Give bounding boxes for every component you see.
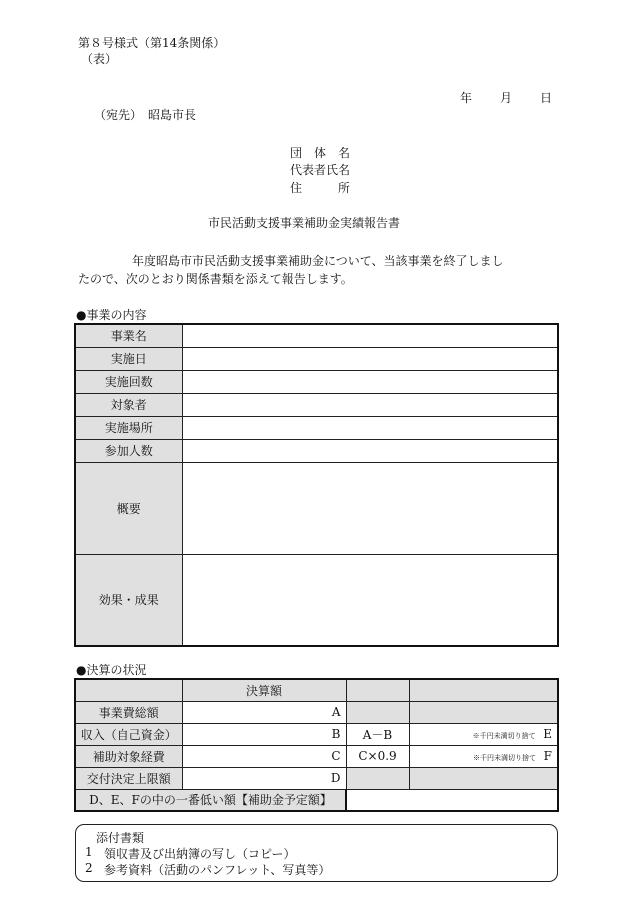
project-name-field[interactable] bbox=[182, 324, 558, 347]
settlement-header-blank bbox=[75, 679, 182, 701]
target-audience-field[interactable] bbox=[182, 393, 558, 416]
rounding-note-f: ※千円未満切り捨て bbox=[473, 754, 537, 762]
settlement-header-blank-2 bbox=[346, 679, 409, 701]
eligible-cost-label: 補助対象経費 bbox=[75, 745, 182, 767]
project-name-label: 事業名 bbox=[75, 324, 182, 347]
letter-d: D bbox=[330, 771, 341, 785]
total-cost-field[interactable] bbox=[182, 701, 346, 723]
date-year: 年 bbox=[460, 91, 473, 105]
attachment-2-number: 2 bbox=[85, 861, 93, 875]
participants-field[interactable] bbox=[182, 439, 558, 462]
venue-field[interactable] bbox=[182, 416, 558, 439]
grant-limit-label: 交付決定上限額 bbox=[75, 767, 182, 789]
representative-label: 代表者氏名 bbox=[290, 163, 351, 177]
lowest-amount-field[interactable] bbox=[346, 789, 558, 811]
project-table bbox=[74, 323, 559, 647]
summary-label: 概要 bbox=[75, 462, 182, 554]
result-e-field[interactable] bbox=[409, 723, 558, 745]
attachment-1-number: 1 bbox=[85, 845, 93, 859]
group-name-label: 団 体 名 bbox=[290, 146, 351, 160]
date-month: 月 bbox=[500, 91, 513, 105]
date-day: 日 bbox=[540, 91, 553, 105]
body-line-2: たので、次のとおり関係書類を添えて報告します。 bbox=[78, 272, 353, 286]
grant-limit-field[interactable] bbox=[182, 767, 346, 789]
effect-label: 効果・成果 bbox=[75, 554, 182, 646]
settlement-amount-header: 決算額 bbox=[182, 679, 346, 701]
letter-a: A bbox=[331, 705, 341, 719]
venue-label: 実施場所 bbox=[75, 416, 182, 439]
summary-field[interactable] bbox=[182, 462, 558, 554]
formula-c-times: C×0.9 bbox=[346, 745, 409, 767]
effect-field[interactable] bbox=[182, 554, 558, 646]
attachment-1-text: 領収書及び出納簿の写し（コピー） bbox=[104, 847, 296, 861]
letter-e: E bbox=[543, 727, 552, 741]
attachment-2-text: 参考資料（活動のパンフレット、写真等） bbox=[104, 863, 331, 877]
result-f-field[interactable] bbox=[409, 745, 558, 767]
body-line-1: 年度昭島市市民活動支援事業補助金について、当該事業を終了しまし bbox=[132, 254, 504, 268]
formula-a-minus-b: A－B bbox=[346, 723, 409, 745]
address-label: 住 所 bbox=[290, 181, 351, 195]
total-cost-label: 事業費総額 bbox=[75, 701, 182, 723]
self-funding-field[interactable] bbox=[182, 723, 346, 745]
self-funding-label: 収入（自己資金） bbox=[75, 723, 182, 745]
grant-limit-blank-2 bbox=[409, 767, 558, 789]
letter-f: F bbox=[543, 749, 552, 763]
participants-label: 参加人数 bbox=[75, 439, 182, 462]
letter-c: C bbox=[331, 749, 341, 763]
document-title: 市民活動支援事業補助金実績報告書 bbox=[208, 216, 401, 230]
lowest-amount-label: D、E、Fの中の一番低い額【補助金予定額】 bbox=[75, 789, 346, 811]
attachments-title: 添付書類 bbox=[96, 831, 145, 845]
grant-limit-blank bbox=[346, 767, 409, 789]
implementation-date-field[interactable] bbox=[182, 347, 558, 370]
implementation-count-label: 実施回数 bbox=[75, 370, 182, 393]
addressee: （宛先） 昭島市長 bbox=[94, 108, 197, 122]
implementation-date-label: 実施日 bbox=[75, 347, 182, 370]
form-number: 第８号様式（第14条関係） bbox=[78, 36, 226, 50]
total-cost-blank-2 bbox=[409, 701, 558, 723]
settlement-table bbox=[74, 678, 559, 812]
form-side: （表） bbox=[81, 52, 118, 66]
target-audience-label: 対象者 bbox=[75, 393, 182, 416]
settlement-header-blank-3 bbox=[409, 679, 558, 701]
rounding-note-e: ※千円未満切り捨て bbox=[472, 732, 536, 740]
implementation-count-field[interactable] bbox=[182, 370, 558, 393]
total-cost-blank bbox=[346, 701, 409, 723]
attachments-box bbox=[75, 824, 558, 882]
project-heading: ●事業の内容 bbox=[76, 308, 147, 322]
letter-b: B bbox=[331, 727, 341, 741]
eligible-cost-field[interactable] bbox=[182, 745, 346, 767]
settlement-heading: ●決算の状況 bbox=[76, 663, 147, 677]
